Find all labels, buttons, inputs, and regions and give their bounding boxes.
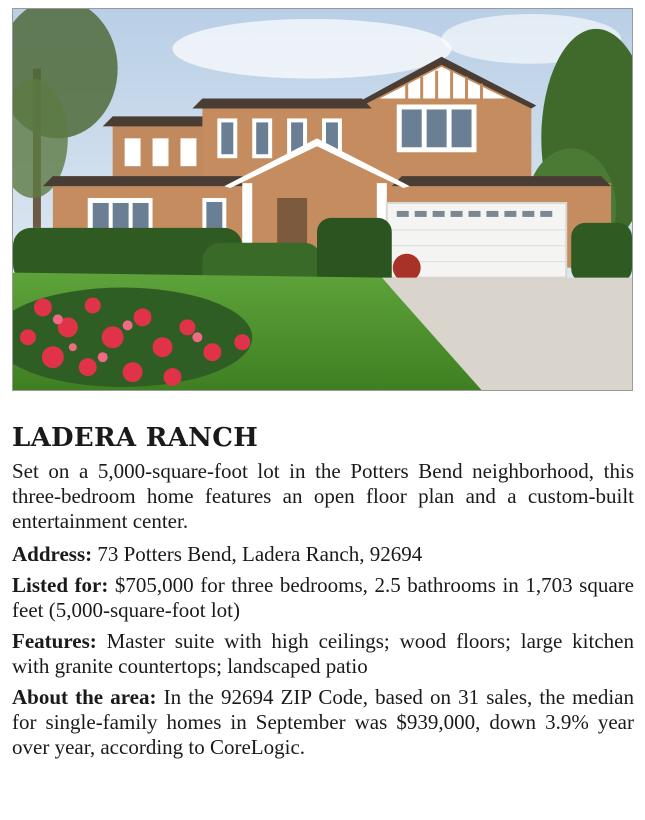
- listing-description: Set on a 5,000-square-foot lot in the Potters Bend neighborhood, this three-bedroom home features an open floor plan and a custom-built entertainment center.: [12, 459, 634, 533]
- listed-label: Listed for:: [12, 573, 109, 597]
- price-line: [12, 573, 634, 623]
- listed-value: $705,000 for three bedrooms, 2.5 bathrooms in 1,703 square feet (5,000-square-foot lot): [12, 573, 634, 622]
- area-label: About the area:: [12, 685, 157, 709]
- house-illustration: [13, 9, 632, 390]
- listing-article: [12, 422, 634, 766]
- address-label: Address:: [12, 542, 93, 566]
- area-line: [12, 685, 634, 760]
- address-value: 73 Potters Bend, Ladera Ranch, 92694: [92, 542, 423, 566]
- listing-heading: LADERA RANCH: [12, 423, 259, 453]
- address-line: [12, 542, 634, 567]
- house-photo: [12, 8, 633, 391]
- features-line: [12, 629, 634, 679]
- features-label: Features:: [12, 629, 97, 653]
- features-value: Master suite with high ceilings; wood floors; large kitchen with granite countertops; landscaped patio: [12, 629, 634, 678]
- area-value: In the 92694 ZIP Code, based on 31 sales, the median for single-family homes in September was $939,000, down 3.9% year over year, according to CoreLogic.: [12, 685, 634, 759]
